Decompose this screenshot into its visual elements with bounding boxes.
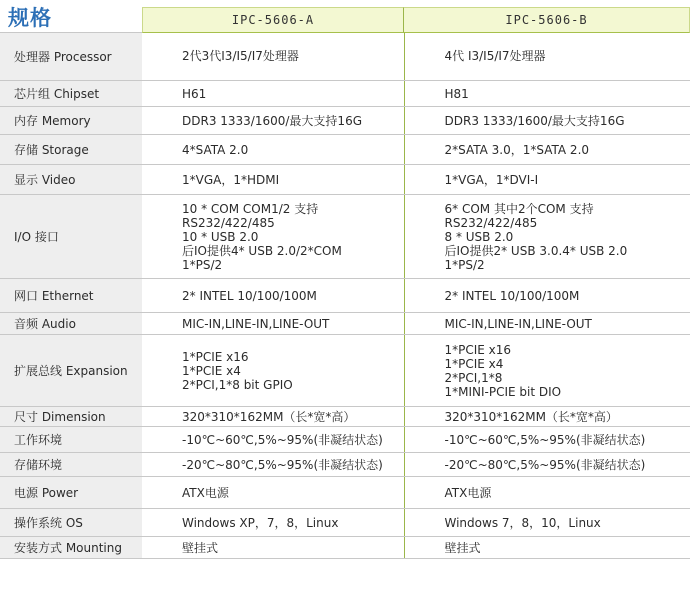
spec-value-lines xyxy=(182,486,404,500)
spec-value-lines xyxy=(445,114,691,128)
spec-value-line: 320*310*162MM（长*宽*高） xyxy=(444,409,618,424)
spec-value-model-b xyxy=(404,33,690,81)
spec-value-model-b xyxy=(404,477,690,509)
spec-value-line: 1*VGA，1*DVI-I xyxy=(444,172,539,187)
spec-value-line: 后IO提供2* USB 3.0.4* USB 2.0 xyxy=(444,243,628,258)
spec-value-line: Windows XP，7，8，Linux xyxy=(182,515,339,530)
spec-value-lines xyxy=(182,114,404,128)
spec-value-model-b xyxy=(404,509,690,537)
spec-value-model-b xyxy=(404,537,690,559)
header-model-b-cell xyxy=(404,0,690,33)
spec-value-lines xyxy=(445,410,691,424)
page-title: 规格 xyxy=(8,6,52,30)
spec-value-lines xyxy=(445,143,691,157)
spec-label: 工作环境 xyxy=(0,427,142,453)
spec-value-model-a xyxy=(142,313,404,335)
spec-value-model-a xyxy=(142,509,404,537)
spec-value-lines xyxy=(445,49,691,63)
spec-label: 存储 Storage xyxy=(0,135,142,165)
spec-value-lines xyxy=(445,458,691,472)
spec-table-body xyxy=(0,33,690,559)
spec-value-line: 2* INTEL 10/100/100M xyxy=(182,288,317,303)
model-a-header: IPC-5606-A xyxy=(142,7,404,33)
table-row xyxy=(0,313,690,335)
spec-value-model-a xyxy=(142,81,404,107)
spec-value-line: RS232/422/485 xyxy=(182,215,275,230)
spec-value-lines xyxy=(445,202,691,272)
spec-value-lines xyxy=(182,317,404,331)
spec-value-line: 1*VGA，1*HDMI xyxy=(182,172,280,187)
spec-value-lines xyxy=(182,289,404,303)
table-row xyxy=(0,195,690,279)
spec-value-model-b xyxy=(404,81,690,107)
spec-value-line: 10 * USB 2.0 xyxy=(182,229,259,244)
spec-value-lines xyxy=(445,289,691,303)
header-model-a-cell xyxy=(142,0,404,33)
spec-value-line: -10℃~60℃,5%~95%(非凝结状态) xyxy=(182,432,383,447)
spec-value-model-b xyxy=(404,165,690,195)
spec-value-line: RS232/422/485 xyxy=(444,215,538,230)
table-row xyxy=(0,165,690,195)
spec-value-line: -10℃~60℃,5%~95%(非凝结状态) xyxy=(444,432,646,447)
spec-value-model-b xyxy=(404,279,690,313)
spec-value-line: 壁挂式 xyxy=(444,540,481,555)
spec-value-lines xyxy=(445,541,691,555)
spec-value-line: -20℃~80℃,5%~95%(非凝结状态) xyxy=(182,457,383,472)
spec-value-lines xyxy=(182,143,404,157)
spec-value-line: 1*PCIE x16 xyxy=(182,349,249,364)
spec-label: 扩展总线 Expansion xyxy=(0,335,142,407)
spec-value-model-a xyxy=(142,165,404,195)
spec-label: 内存 Memory xyxy=(0,107,142,135)
spec-value-model-b xyxy=(404,427,690,453)
table-header-row xyxy=(0,0,690,33)
spec-label: 尺寸 Dimension xyxy=(0,407,142,427)
spec-value-lines xyxy=(445,317,691,331)
spec-value-model-b xyxy=(404,195,690,279)
spec-value-lines xyxy=(445,87,691,101)
spec-value-lines xyxy=(182,173,404,187)
spec-value-model-b xyxy=(404,313,690,335)
spec-value-line: 2* INTEL 10/100/100M xyxy=(444,288,580,303)
spec-value-line: 4代 I3/I5/I7处理器 xyxy=(444,49,546,64)
spec-label: 安装方式 Mounting xyxy=(0,537,142,559)
table-row xyxy=(0,33,690,81)
spec-value-model-a xyxy=(142,537,404,559)
spec-value-lines xyxy=(182,433,404,447)
spec-value-line: 后IO提供4* USB 2.0/2*COM xyxy=(182,243,342,258)
table-row xyxy=(0,107,690,135)
spec-value-model-a xyxy=(142,453,404,477)
spec-value-line: 320*310*162MM（长*宽*高） xyxy=(182,409,356,424)
spec-value-line: 1*PCIE x16 xyxy=(444,342,512,357)
spec-value-model-a xyxy=(142,135,404,165)
spec-value-line: 1*MINI-PCIE bit DIO xyxy=(444,384,562,399)
spec-value-line: DDR3 1333/1600/最大支持16G xyxy=(182,113,363,128)
spec-value-line: 2*PCI,1*8 xyxy=(444,370,503,385)
spec-value-line: 2*PCI,1*8 bit GPIO xyxy=(182,377,293,392)
model-b-header: IPC-5606-B xyxy=(404,7,690,33)
spec-value-line: 1*PCIE x4 xyxy=(444,356,504,371)
spec-value-line: Windows 7，8，10，Linux xyxy=(444,515,601,530)
spec-value-model-b xyxy=(404,107,690,135)
spec-value-model-a xyxy=(142,477,404,509)
spec-value-lines xyxy=(445,486,691,500)
table-row xyxy=(0,279,690,313)
spec-value-line: 壁挂式 xyxy=(182,540,219,555)
spec-value-model-a xyxy=(142,279,404,313)
table-row xyxy=(0,453,690,477)
spec-value-line: DDR3 1333/1600/最大支持16G xyxy=(444,113,625,128)
spec-value-line: MIC-IN,LINE-IN,LINE-OUT xyxy=(182,316,330,331)
spec-value-line: 1*PCIE x4 xyxy=(182,363,241,378)
spec-value-line: MIC-IN,LINE-IN,LINE-OUT xyxy=(444,316,592,331)
spec-value-model-a xyxy=(142,427,404,453)
spec-value-model-b xyxy=(404,453,690,477)
spec-value-lines xyxy=(182,541,404,555)
table-row xyxy=(0,335,690,407)
spec-value-lines xyxy=(182,458,404,472)
spec-value-line: 2*SATA 3.0，1*SATA 2.0 xyxy=(444,142,590,157)
table-row xyxy=(0,407,690,427)
spec-value-lines xyxy=(182,410,404,424)
spec-value-model-a xyxy=(142,33,404,81)
table-row xyxy=(0,81,690,107)
spec-value-lines xyxy=(182,202,404,272)
spec-value-lines xyxy=(182,516,404,530)
spec-value-line: 1*PS/2 xyxy=(444,257,485,272)
spec-label: 电源 Power xyxy=(0,477,142,509)
spec-value-lines xyxy=(445,343,691,399)
spec-value-model-a xyxy=(142,195,404,279)
spec-value-line: H61 xyxy=(182,86,207,101)
spec-label: 处理器 Processor xyxy=(0,33,142,81)
spec-label: 网口 Ethernet xyxy=(0,279,142,313)
table-row xyxy=(0,477,690,509)
spec-value-model-a xyxy=(142,407,404,427)
spec-value-line: -20℃~80℃,5%~95%(非凝结状态) xyxy=(444,457,646,472)
spec-label: I/O 接口 xyxy=(0,195,142,279)
spec-value-line: 6* COM 其中2个COM 支持 xyxy=(444,201,594,216)
spec-value-model-b xyxy=(404,335,690,407)
spec-value-line: ATX电源 xyxy=(182,485,229,500)
spec-value-line: ATX电源 xyxy=(444,485,492,500)
spec-value-line: 2代3代I3/I5/I7处理器 xyxy=(182,49,299,64)
spec-value-lines xyxy=(182,49,404,63)
spec-label: 显示 Video xyxy=(0,165,142,195)
spec-value-line: 4*SATA 2.0 xyxy=(182,142,249,157)
table-row xyxy=(0,135,690,165)
spec-value-model-b xyxy=(404,407,690,427)
spec-value-line: 1*PS/2 xyxy=(182,257,223,272)
spec-value-model-a xyxy=(142,335,404,407)
table-row xyxy=(0,537,690,559)
spec-value-model-b xyxy=(404,135,690,165)
table-row xyxy=(0,509,690,537)
spec-value-model-a xyxy=(142,107,404,135)
spec-label: 存储环境 xyxy=(0,453,142,477)
spec-label: 芯片组 Chipset xyxy=(0,81,142,107)
spec-label: 音频 Audio xyxy=(0,313,142,335)
spec-value-line: 10 * COM COM1/2 支持 xyxy=(182,201,319,216)
spec-value-lines xyxy=(445,433,691,447)
header-empty-cell xyxy=(0,0,142,33)
spec-value-lines xyxy=(182,87,404,101)
spec-value-lines xyxy=(445,173,691,187)
table-row xyxy=(0,427,690,453)
spec-value-lines xyxy=(182,350,404,392)
spec-value-line: H81 xyxy=(444,86,469,101)
spec-value-line: 8 * USB 2.0 xyxy=(444,229,514,244)
spec-label: 操作系统 OS xyxy=(0,509,142,537)
spec-value-lines xyxy=(445,516,691,530)
